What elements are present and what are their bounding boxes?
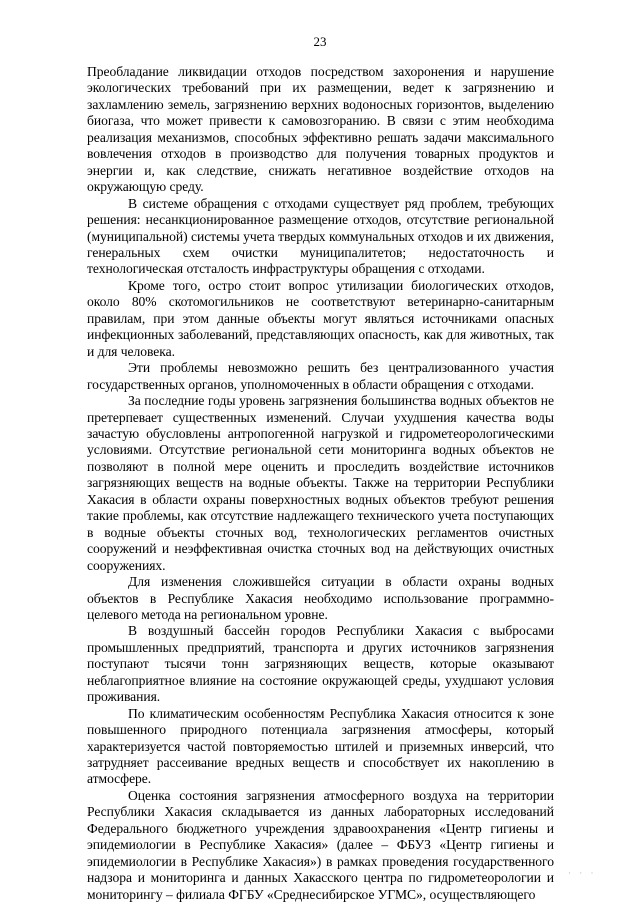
paragraph-biological-waste: Кроме того, остро стоит вопрос утилизации биологических отходов, около 80% скотомогильников не соответствуют ветеринарно-санитарным правилам, при этом данные объекты могут являться источниками опасных инфекционных заболеваний, представляющих опасность, как для животных, так и для человека. [87, 277, 554, 359]
scan-artifact: · · · [568, 868, 597, 878]
paragraph-centralized-participation: Эти проблемы невозможно решить без централизованного участия государственных органов, уполномоченных в области обращения с отходами. [87, 360, 554, 392]
paragraph-climate: По климатическим особенностям Республика Хакасия относится к зоне повышенного природного потенциала загрязнения атмосферы, который характеризуется частой повторяемостью штилей и приземных инверсий, что затрудняет рассеивание вредных веществ и способствует их накоплению в атмосфере. [87, 705, 554, 787]
paragraph-air-assessment: Оценка состояния загрязнения атмосферного воздуха на территории Республики Хакасия складывается из данных лабораторных исследований Федерального бюджетного учреждения здравоохранения «Центр гигиены и эпидемиологии в Республике Хакасия» (далее – ФБУЗ «Центр гигиены и эпидемиологии в Республике Хакасия») в рамках проведения государственного надзора и мониторинга и данных Хакасского центра по гидрометеорологии и мониторингу – филиала ФГБУ «Среднесибирское УГМС», осуществляющего [87, 787, 554, 902]
page-number: 23 [313, 34, 327, 49]
paragraph-waste-disposal: Преобладание ликвидации отходов посредством захоронения и нарушение экологических требований при их размещении, ведет к загрязнению и захламлению земель, загрязнению верхних водоносных горизонтов, выделению биогаза, что может привести к самовозгоранию. В связи с этим необходима реализация механизмов, способных эффективно решать задачи максимального вовлечения отходов в производство для получения товарных продуктов и энергии и, как следствие, снижать негативное воздействие отходов на окружающую среду. [87, 64, 554, 195]
paragraph-waste-management-problems: В системе обращения с отходами существует ряд проблем, требующих решения: несанкционированное размещение отходов, отсутствие региональной (муниципальной) системы учета твердых коммунальных отходов и их движения, генеральных схем очистки муниципалитетов; недостаточность и технологическая отсталость инфраструктуры обращения с отходами. [87, 195, 554, 277]
paragraph-water-pollution: За последние годы уровень загрязнения большинства водных объектов не претерпевает существенных изменений. Случаи ухудшения качества воды зачастую обусловлены антропогенной нагрузкой и гидрометеорологическими условиями. Отсутствие региональной сети мониторинга водных объектов не позволяют в полной мере оценить и проследить воздействие источников загрязняющих веществ на водные объекты. Также на территории Республики Хакасия в области охраны поверхностных водных объектов требуют решения такие проблемы, как отсутствие надлежащего технического учета поступающих в водные объекты сточных вод, технологических регламентов очистных сооружений и неэффективная очистка сточных вод на действующих очистных сооружениях. [87, 393, 554, 573]
document-body [87, 64, 554, 903]
paragraph-program-method: Для изменения сложившейся ситуации в области охраны водных объектов в Республике Хакасия необходимо использование программно-целевого метода на региональном уровне. [87, 574, 554, 622]
paragraph-air-basin: В воздушный бассейн городов Республики Хакасия с выбросами промышленных предприятий, транспорта и других источников загрязнения поступают тысячи тонн загрязняющих веществ, которые оказывают неблагоприятное влияние на состояние окружающей среды, ухудшают условия проживания. [87, 623, 554, 705]
